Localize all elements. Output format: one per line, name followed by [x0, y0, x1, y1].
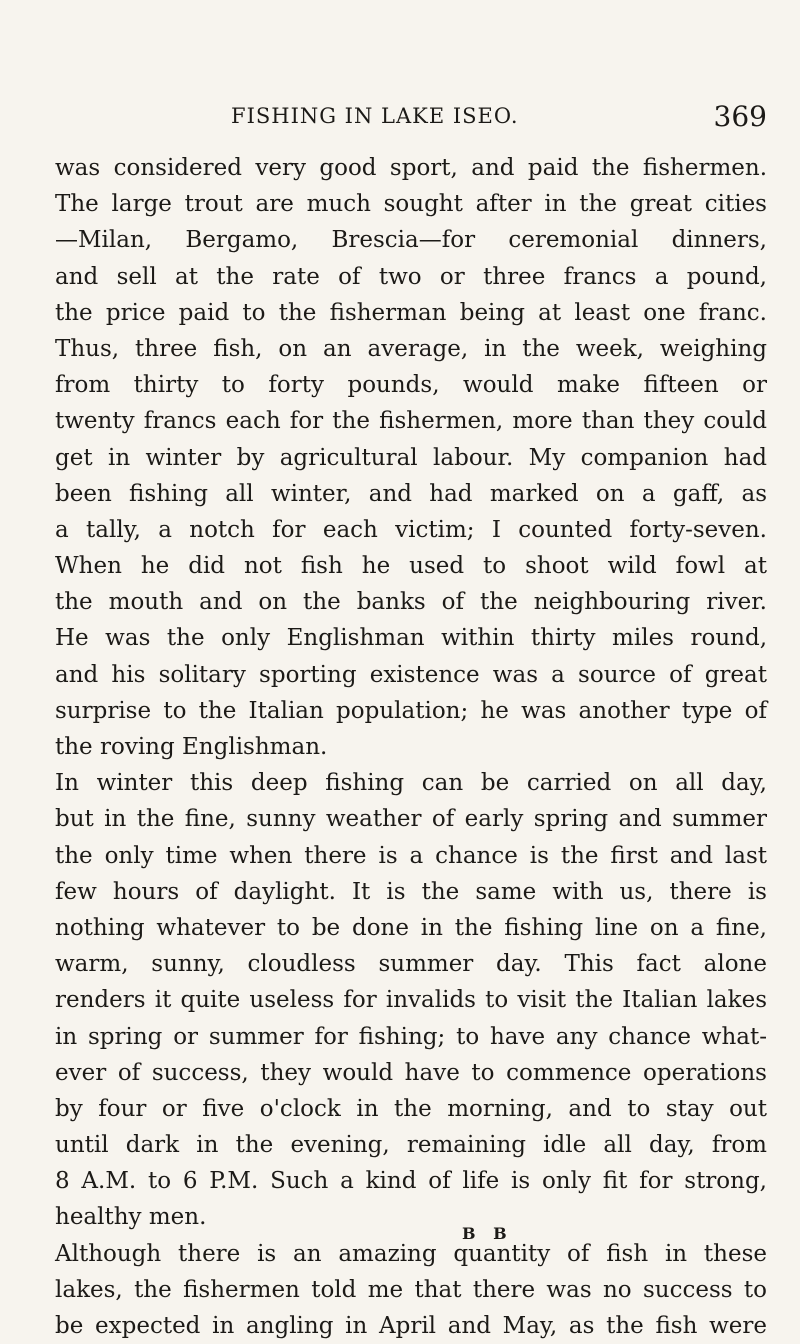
text-line: a tally, a notch for each victim; I counted forty-seven.: [55, 516, 767, 543]
text-line: renders it quite useless for invalids to visit the Italian lakes: [55, 987, 767, 1014]
text-line: but in the fine, sunny weather of early spring and summer: [55, 806, 767, 833]
text-line: twenty francs each for the fishermen, more than they could: [55, 408, 767, 435]
text-line: ever of success, they would have to commence operations: [55, 1059, 767, 1086]
text-line: been fishing all winter, and had marked on a gaff, as: [55, 480, 767, 507]
text-line: was considered very good sport, and paid the fishermen.: [55, 155, 767, 181]
text-line: warm, sunny, cloudless summer day. This fact alone: [55, 951, 767, 978]
text-line: In winter this deep fishing can be carried on all day,: [55, 770, 767, 797]
text-line: When he did not fish he used to shoot wild fowl at: [55, 553, 767, 580]
text-line: and sell at the rate of two or three francs a pound,: [55, 263, 767, 290]
text-line: and his solitary sporting existence was a source of great: [55, 661, 767, 688]
text-line: —Milan, Bergamo, Brescia—for ceremonial dinners,: [55, 227, 767, 254]
text-line: get in winter by agricultural labour. My companion had: [55, 444, 767, 471]
text-line: the only time when there is a chance is the first and last: [55, 842, 767, 869]
signature-mark: B B: [462, 1224, 513, 1243]
text-line: be expected in angling in April and May, as the fish were: [55, 1313, 767, 1339]
text-line: by four or five o'clock in the morning, and to stay out: [55, 1095, 767, 1122]
text-line: the price paid to the fisherman being at least one franc.: [55, 299, 767, 326]
text-line: lakes, the fishermen told me that there was no success to: [55, 1276, 767, 1303]
text-line: surprise to the Italian population; he was another type of: [55, 697, 767, 724]
text-line: He was the only Englishman within thirty miles round,: [55, 625, 767, 652]
text-line: Thus, three fish, on an average, in the week, weighing: [55, 335, 767, 362]
text-line: the roving Englishman.: [55, 734, 328, 760]
text-line: nothing whatever to be done in the fishing line on a fine,: [55, 914, 767, 941]
text-line: healthy men.: [55, 1204, 207, 1231]
text-line: the mouth and on the banks of the neighbouring river.: [55, 589, 767, 616]
text-line: Although there is an amazing quantity of fish in these: [55, 1240, 767, 1267]
running-title: FISHING IN LAKE ISEO.: [231, 104, 519, 128]
text-line: from thirty to forty pounds, would make fifteen or: [55, 372, 767, 399]
text-line: until dark in the evening, remaining idle all day, from: [55, 1132, 767, 1159]
body-text: [55, 150, 767, 1344]
text-line: The large trout are much sought after in the great cities: [55, 191, 767, 218]
text-line: 8 A.M. to 6 P.M. Such a kind of life is only fit for strong,: [55, 1168, 767, 1195]
page-number: 369: [713, 100, 767, 133]
text-line: few hours of daylight. It is the same with us, there is: [55, 878, 767, 905]
running-head: [55, 100, 767, 140]
text-line: in spring or summer for fishing; to have any chance what-: [55, 1023, 767, 1050]
